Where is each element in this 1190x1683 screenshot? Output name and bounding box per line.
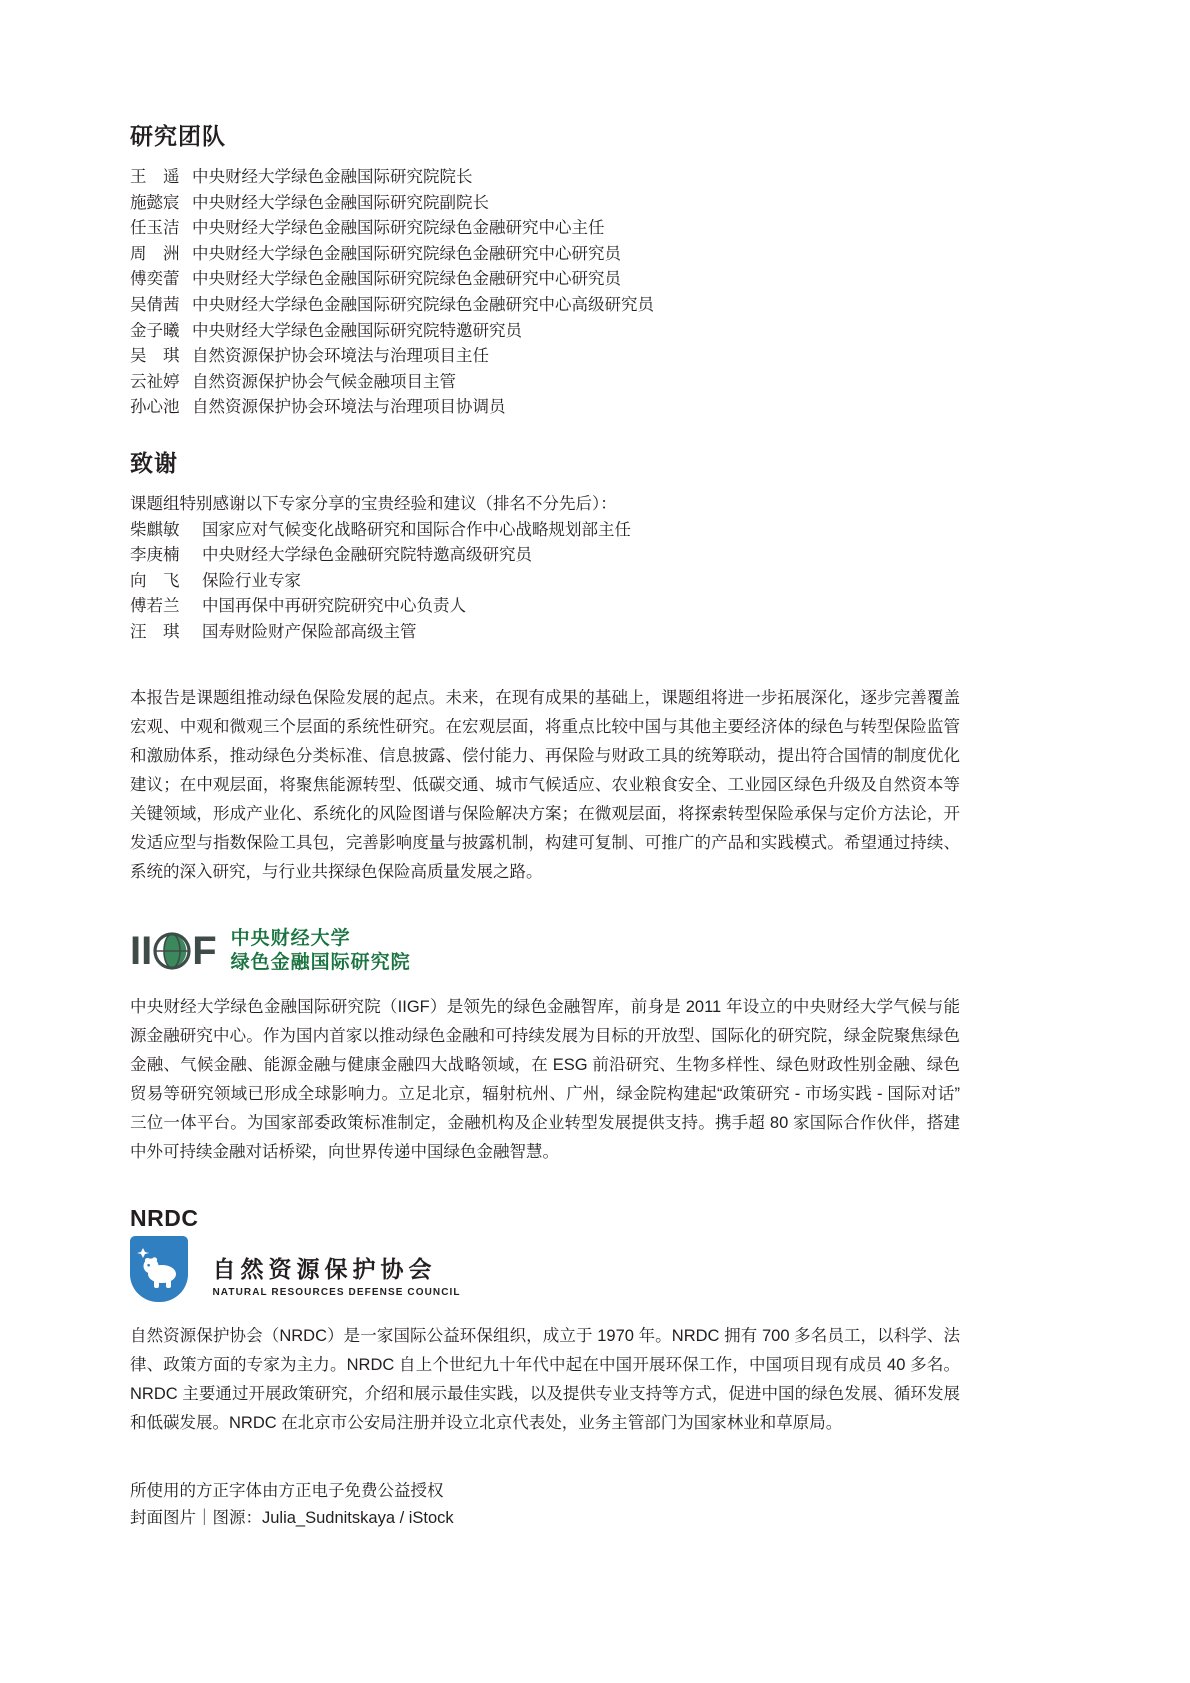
nrdc-wordmark: NRDC — [130, 1204, 199, 1231]
list-item — [130, 518, 960, 544]
list-item — [130, 165, 960, 191]
iigf-letters-f: F — [192, 928, 217, 973]
expert-role: 国家应对气候变化战略研究和国际合作中心战略规划部主任 — [202, 520, 631, 539]
list-item — [130, 242, 960, 268]
polar-bear-shield-icon — [130, 1236, 188, 1302]
expert-role: 中央财经大学绿色金融研究院特邀高级研究员 — [202, 546, 532, 565]
iigf-name-line1: 中央财经大学 — [230, 927, 351, 949]
expert-name: 傅若兰 — [130, 597, 180, 616]
list-item — [130, 216, 960, 242]
list-item — [130, 319, 960, 345]
research-team-list — [130, 165, 960, 421]
page-content — [130, 118, 960, 1532]
member-name: 孙心池 — [130, 398, 180, 417]
expert-role: 保险行业专家 — [202, 571, 301, 590]
list-item — [130, 569, 960, 595]
member-name: 施懿宸 — [130, 193, 180, 212]
member-role: 中央财经大学绿色金融国际研究院副院长 — [192, 193, 489, 212]
acknowledgement-list — [130, 518, 960, 646]
cover-image-credit: 封面图片｜图源：Julia_Sudnitskaya / iStock — [130, 1508, 454, 1527]
member-role: 自然资源保护协会环境法与治理项目协调员 — [192, 398, 506, 417]
list-item — [130, 620, 960, 646]
outlook-paragraph: 本报告是课题组推动绿色保险发展的起点。未来，在现有成果的基础上，课题组将进一步拓展深化，逐步完善覆盖宏观、中观和微观三个层面的系统性研究。在宏观层面，将重点比较中国与其他主要经济体的绿色与转型保险监管和激励体系，推动绿色分类标准、信息披露、偿付能力、再保险与财政工具的统筹联动，提出符合国情的制度优化建议；在中观层面，将聚焦能源转型、低碳交通、城市气候适应、农业粮食安全、工业园区绿色升级及自然资本等关键领域，形成产业化、系统化的风险图谱与保险解决方案；在微观层面，将探索转型保险承保与定价方法论，开发适应型与指数保险工具包，完善影响度量与披露机制，构建可复制、可推广的产品和实践模式。希望通过持续、系统的深入研究，与行业共探绿色保险高质量发展之路。 — [130, 688, 960, 881]
acknowledgement-intro: 课题组特别感谢以下专家分享的宝贵经验和建议（排名不分先后）： — [130, 494, 617, 513]
member-name: 吴倩茜 — [130, 295, 180, 314]
list-item — [130, 594, 960, 620]
iigf-name-block — [231, 927, 411, 975]
member-role: 中央财经大学绿色金融国际研究院院长 — [192, 168, 473, 186]
member-role: 自然资源保护协会气候金融项目主管 — [192, 372, 456, 391]
expert-name: 汪 琪 — [130, 622, 180, 641]
expert-name: 向 飞 — [130, 571, 180, 590]
nrdc-name-block — [212, 1255, 460, 1302]
section-title-acknowledgement: 致谢 — [130, 449, 178, 476]
member-name: 王 遥 — [130, 168, 180, 186]
list-item — [130, 267, 960, 293]
member-role: 中央财经大学绿色金融国际研究院特邀研究员 — [192, 321, 522, 340]
member-role: 中央财经大学绿色金融国际研究院绿色金融研究中心高级研究员 — [192, 295, 654, 314]
nrdc-name-cn: 自然资源保护协会 — [212, 1255, 437, 1282]
member-name: 金子曦 — [130, 321, 180, 340]
list-item — [130, 293, 960, 319]
iigf-paragraph: 中央财经大学绿色金融国际研究院（IIGF）是领先的绿色金融智库，前身是 2011 年设立的中央财经大学气候与能源金融研究中心。作为国内首家以推动绿色金融和可持续发展为目标的开放型、国际化的研究院，绿金院聚焦绿色金融、气候金融、能源金融与健康金融四大战略领域，在 ESG 前沿研究、生物多样性、绿色财政性别金融、绿色贸易等研究领域已形成全球影响力。立足北京，辐射杭州、广州，绿金院构建起“政策研究 - 市场实践 - 国际对话”三位一体平台。为国家部委政策标准制定，金融机构及企业转型发展提供支持。携手超 80 家国际合作伙伴，搭建中外可持续金融对话桥梁，向世界传递中国绿色金融智慧。 — [130, 997, 960, 1161]
globe-icon — [153, 932, 191, 970]
expert-name: 李庚楠 — [130, 546, 180, 565]
list-item — [130, 370, 960, 396]
expert-name: 柴麒敏 — [130, 520, 180, 539]
expert-role: 中国再保中再研究院研究中心负责人 — [202, 597, 466, 616]
nrdc-paragraph: 自然资源保护协会（NRDC）是一家国际公益环保组织，成立于 1970 年。NRDC 拥有 700 多名员工，以科学、法律、政策方面的专家为主力。NRDC 自上个世纪九十年代中起在中国开展环保工作，中国项目现有成员 40 多名。NRDC 主要通过开展政策研究，介绍和展示最佳实践，以及提供专业支持等方式，促进中国的绿色发展、循环发展和低碳发展。NRDC 在北京市公安局注册并设立北京代表处，业务主管部门为国家林业和草原局。 — [130, 1326, 960, 1432]
footer-credits — [130, 1478, 960, 1532]
member-role: 中央财经大学绿色金融国际研究院绿色金融研究中心研究员 — [192, 244, 621, 263]
iigf-wordmark — [130, 928, 217, 973]
member-role: 自然资源保护协会环境法与治理项目主任 — [192, 347, 489, 366]
nrdc-name-en: NATURAL RESOURCES DEFENSE COUNCIL — [212, 1286, 461, 1298]
nrdc-mark — [130, 1205, 198, 1302]
list-item — [130, 344, 960, 370]
member-name: 云祉婷 — [130, 372, 180, 391]
member-name: 周 洲 — [130, 244, 180, 263]
member-role: 中央财经大学绿色金融国际研究院绿色金融研究中心研究员 — [192, 270, 621, 289]
spacer — [130, 650, 960, 684]
font-credit: 所使用的方正字体由方正电子免费公益授权 — [130, 1481, 444, 1500]
member-name: 吴 琪 — [130, 347, 180, 366]
list-item — [130, 191, 960, 217]
section-title-team: 研究团队 — [130, 123, 226, 149]
member-role: 中央财经大学绿色金融国际研究院绿色金融研究中心主任 — [192, 219, 605, 238]
expert-role: 国寿财险财产保险部高级主管 — [202, 622, 417, 641]
iigf-letters-i1: II — [130, 928, 153, 973]
nrdc-logo — [130, 1205, 960, 1302]
iigf-logo — [130, 927, 960, 975]
member-name: 任玉洁 — [130, 219, 180, 238]
member-name: 傅奕蕾 — [130, 270, 180, 289]
list-item — [130, 395, 960, 421]
iigf-name-line2: 绿色金融国际研究院 — [230, 951, 411, 973]
list-item — [130, 543, 960, 569]
